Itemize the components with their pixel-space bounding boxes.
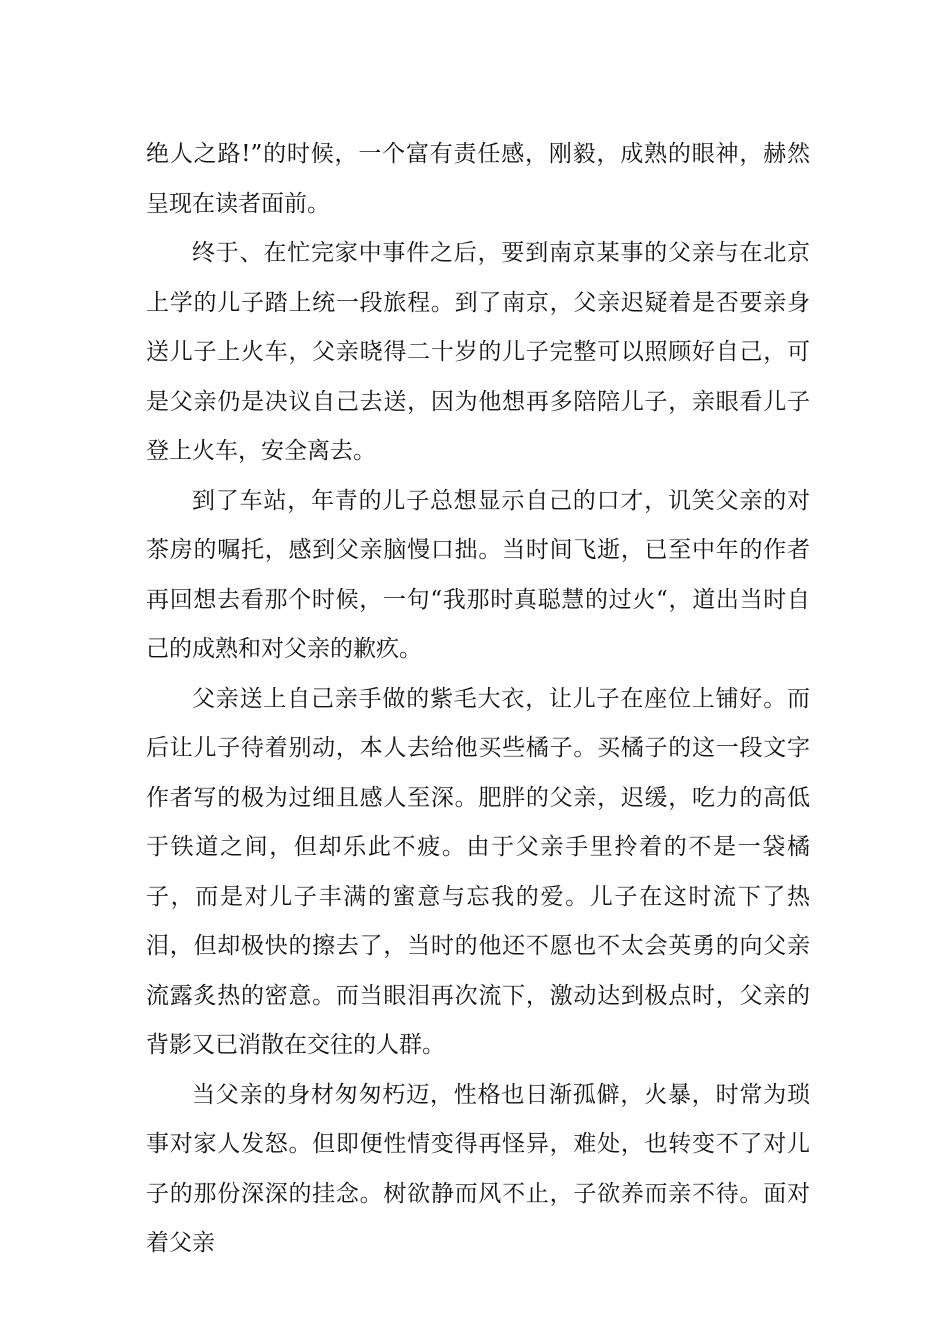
paragraph-station: 到了车站，年青的儿子总想显示自己的口才，讥笑父亲的对茶房的嘱托，感到父亲脑慢口拙。当时间飞逝，已至中年的作者再回想去看那个时候，一句“我那时真聪慧的过火“，道出当时自己的成熟和对父亲的歉疚。 bbox=[146, 487, 810, 662]
paragraph-oranges: 父亲送上自己亲手做的紫毛大衣，让儿子在座位上铺好。而后让儿子待着别动，本人去给他买些橘子。买橘子的这一段文字作者写的极为过细且感人至深。肥胖的父亲，迟缓，吃力的高低于铁道之间，但却乐此不疲。由于父亲手里拎着的不是一袋橘子，而是对儿子丰满的蜜意与忘我的爱。儿子在这时流下了热泪，但却极快的擦去了，当时的他还不愿也不太会英勇的向父亲流露炙热的密意。而当眼泪再次流下，激动达到极点时，父亲的背影又已消散在交往的人群。 bbox=[146, 685, 810, 1058]
paragraph-continuation: 绝人之路!”的时候，一个富有责任感，刚毅，成熟的眼神，赫然呈现在读者面前。 bbox=[146, 141, 810, 217]
document-page bbox=[146, 130, 810, 1269]
paragraph-aging-father: 当父亲的身材匆匆朽迈，性格也日渐孤僻，火暴，时常为琐事对家人发怒。但即便性情变得再怪异，难处，也转变不了对儿子的那份深深的挂念。树欲静而风不止，子欲养而亲不待。面对着父亲 bbox=[146, 1081, 810, 1256]
paragraph-journey: 终于、在忙完家中事件之后，要到南京某事的父亲与在北京上学的儿子踏上统一段旅程。到了南京，父亲迟疑着是否要亲身送儿子上火车，父亲晓得二十岁的儿子完整可以照顾好自己，可是父亲仍是决议自己去送，因为他想再多陪陪儿子，亲眼看儿子登上火车，安全离去。 bbox=[146, 240, 810, 464]
